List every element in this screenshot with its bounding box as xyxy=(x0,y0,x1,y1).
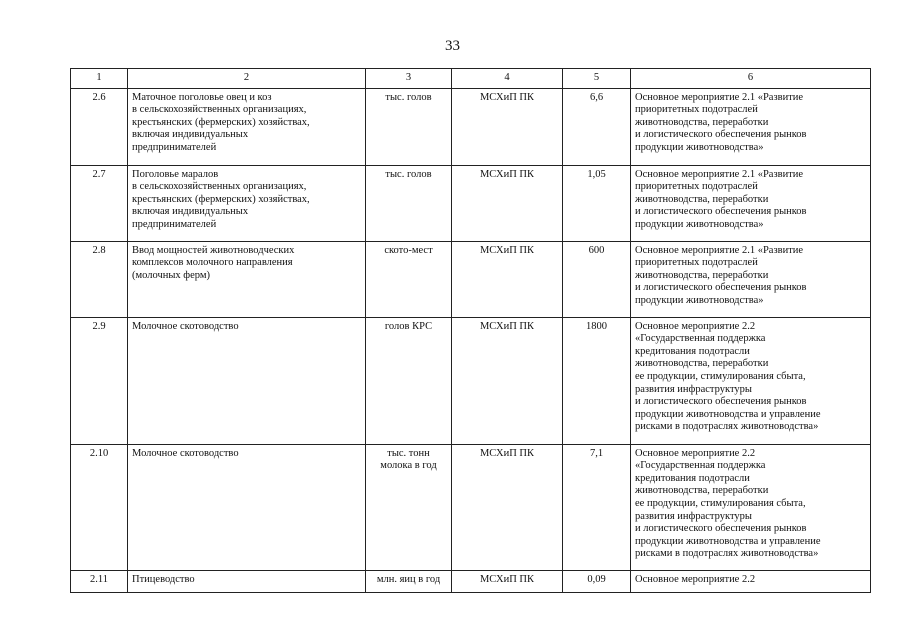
indicators-table xyxy=(70,68,871,593)
program-event: Основное мероприятие 2.1 «Развитие приоритетных подотраслей животноводства, переработки и логистического обеспечения рынков продукции животноводства» xyxy=(631,165,871,241)
indicator-value: 6,6 xyxy=(563,88,631,165)
column-header: 4 xyxy=(452,69,563,89)
responsible-body: МСХиП ПК xyxy=(452,570,563,592)
indicator-value: 0,09 xyxy=(563,570,631,592)
program-event: Основное мероприятие 2.2 «Государственная поддержка кредитования подотрасли животноводства, переработки ее продукции, стимулирования сбыта, развития инфраструктуры и логистического обеспечения рынков продукции животноводства и управление рисками в подотраслях животноводства» xyxy=(631,444,871,570)
responsible-body: МСХиП ПК xyxy=(452,165,563,241)
indicator-value: 1800 xyxy=(563,317,631,444)
table-row xyxy=(71,88,871,165)
column-header: 5 xyxy=(563,69,631,89)
column-header: 3 xyxy=(366,69,452,89)
indicator-name: Ввод мощностей животноводческих комплексов молочного направления (молочных ферм) xyxy=(128,241,366,317)
page-number: 33 xyxy=(445,38,460,54)
unit-of-measure: голов КРС xyxy=(366,317,452,444)
indicator-name: Птицеводство xyxy=(128,570,366,592)
indicator-value: 600 xyxy=(563,241,631,317)
column-header: 6 xyxy=(631,69,871,89)
table-row xyxy=(71,241,871,317)
indicator-value: 7,1 xyxy=(563,444,631,570)
unit-of-measure: тыс. голов xyxy=(366,165,452,241)
unit-of-measure: тыс. голов xyxy=(366,88,452,165)
responsible-body: МСХиП ПК xyxy=(452,88,563,165)
row-number: 2.10 xyxy=(71,444,128,570)
indicator-value: 1,05 xyxy=(563,165,631,241)
program-event: Основное мероприятие 2.2 «Государственная поддержка кредитования подотрасли животноводства, переработки ее продукции, стимулирования сбыта, развития инфраструктуры и логистического обеспечения рынков продукции животноводства и управление рисками в подотраслях животноводства» xyxy=(631,317,871,444)
indicator-name: Молочное скотоводство xyxy=(128,444,366,570)
row-number: 2.8 xyxy=(71,241,128,317)
row-number: 2.7 xyxy=(71,165,128,241)
responsible-body: МСХиП ПК xyxy=(452,241,563,317)
table-header-row xyxy=(71,69,871,89)
program-event: Основное мероприятие 2.1 «Развитие приоритетных подотраслей животноводства, переработки и логистического обеспечения рынков продукции животноводства» xyxy=(631,88,871,165)
row-number: 2.9 xyxy=(71,317,128,444)
table-row xyxy=(71,165,871,241)
column-header: 1 xyxy=(71,69,128,89)
program-event: Основное мероприятие 2.2 xyxy=(631,570,871,592)
unit-of-measure: млн. яиц в год xyxy=(366,570,452,592)
unit-of-measure: тыс. тонн молока в год xyxy=(366,444,452,570)
indicator-name: Молочное скотоводство xyxy=(128,317,366,444)
row-number: 2.11 xyxy=(71,570,128,592)
table-row xyxy=(71,317,871,444)
table-row xyxy=(71,444,871,570)
column-header: 2 xyxy=(128,69,366,89)
row-number: 2.6 xyxy=(71,88,128,165)
responsible-body: МСХиП ПК xyxy=(452,444,563,570)
indicator-name: Маточное поголовье овец и коз в сельскохозяйственных организациях, крестьянских (фермерских) хозяйствах, включая индивидуальных предпринимателей xyxy=(128,88,366,165)
indicator-name: Поголовье маралов в сельскохозяйственных организациях, крестьянских (фермерских) хозяйствах, включая индивидуальных предпринимателей xyxy=(128,165,366,241)
responsible-body: МСХиП ПК xyxy=(452,317,563,444)
table-row xyxy=(71,570,871,592)
unit-of-measure: ското-мест xyxy=(366,241,452,317)
program-event: Основное мероприятие 2.1 «Развитие приоритетных подотраслей животноводства, переработки и логистического обеспечения рынков продукции животноводства» xyxy=(631,241,871,317)
